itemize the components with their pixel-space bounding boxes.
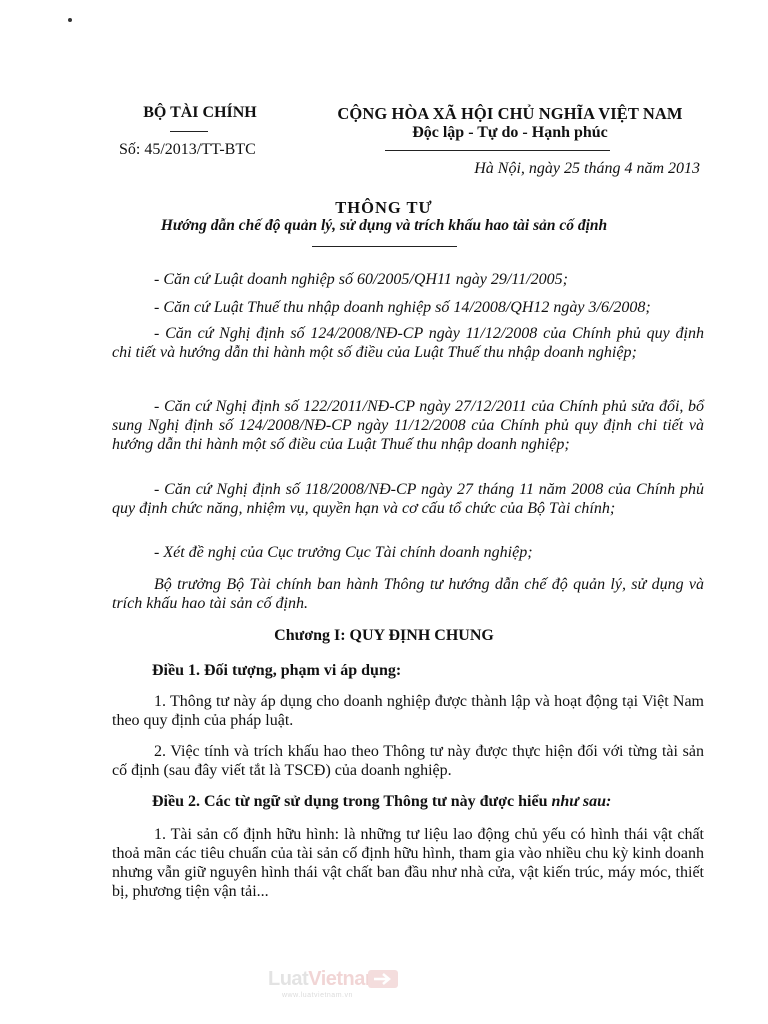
preamble-item: - Xét đề nghị của Cục trưởng Cục Tài chính doanh nghiệp; (154, 544, 533, 561)
document-subject: Hướng dẫn chế độ quản lý, sử dụng và trích khấu hao tài sản cố định (160, 217, 608, 234)
article-1-paragraph: 1. Thông tư này áp dụng cho doanh nghiệp được thành lập và hoạt động tại Việt Nam theo quy định của pháp luật. (112, 693, 704, 729)
watermark-brand-b: Vietnam (308, 968, 383, 990)
document-type: THÔNG TƯ (335, 198, 433, 217)
article-1-title: Điều 1. Đối tượng, phạm vi áp dụng: (152, 662, 402, 679)
watermark-arrow-icon (368, 968, 398, 990)
place-and-date: Hà Nội, ngày 25 tháng 4 năm 2013 (474, 160, 700, 177)
article-2-title (152, 793, 611, 811)
watermark-brand (268, 968, 382, 991)
scan-speck (68, 18, 72, 22)
agency-underline (170, 131, 208, 132)
preamble-item: - Căn cứ Nghị định số 122/2011/NĐ-CP ngày 27/12/2011 của Chính phủ sửa đổi, bổ sung Nghị định số 124/2008/NĐ-CP ngày 11/12/2008 của Chính phủ quy định chi tiết và hướng dẫn thi hành một số điều của Luật Thuế thu nhập doanh nghiệp; (112, 398, 704, 453)
preamble-item: - Căn cứ Nghị định số 124/2008/NĐ-CP ngày 11/12/2008 của Chính phủ quy định chi tiết và hướng dẫn thi hành một số điều của Luật Thuế thu nhập doanh nghiệp; (112, 325, 704, 361)
preamble-item: - Căn cứ Luật doanh nghiệp số 60/2005/QH11 ngày 29/11/2005; (154, 271, 568, 288)
article-2-title-italic: như sau: (551, 793, 612, 810)
enacting-clause: Bộ trưởng Bộ Tài chính ban hành Thông tư hướng dẫn chế độ quản lý, sử dụng và trích khấu hao tài sản cố định. (112, 576, 704, 612)
document-number: Số: 45/2013/TT-BTC (119, 141, 256, 158)
national-motto: Độc lập - Tự do - Hạnh phúc (412, 124, 608, 141)
motto-underline (385, 150, 610, 151)
watermark-url: www.luatvietnam.vn (282, 992, 353, 999)
national-title: CỘNG HÒA XÃ HỘI CHỦ NGHĨA VIỆT NAM (337, 104, 683, 123)
chapter-heading: Chương I: QUY ĐỊNH CHUNG (274, 627, 494, 644)
issuing-agency: BỘ TÀI CHÍNH (143, 104, 257, 121)
preamble-item: - Căn cứ Luật Thuế thu nhập doanh nghiệp số 14/2008/QH12 ngày 3/6/2008; (154, 299, 651, 316)
subject-underline (312, 246, 457, 247)
article-2-title-main: Điều 2. Các từ ngữ sử dụng trong Thông tư này được hiểu (152, 793, 552, 810)
article-2-paragraph: 1. Tài sản cố định hữu hình: là những tư liệu lao động chủ yếu có hình thái vật chất thoả mãn các tiêu chuẩn của tài sản cố định hữu hình, tham gia vào nhiều chu kỳ kinh doanh nhưng vẫn giữ nguyên hình thái vật chất ban đầu như nhà cửa, vật kiến trúc, máy móc, thiết bị, phương tiện vận tải... (112, 826, 704, 900)
watermark-logo (268, 968, 518, 1008)
preamble-item: - Căn cứ Nghị định số 118/2008/NĐ-CP ngày 27 tháng 11 năm 2008 của Chính phủ quy định chức năng, nhiệm vụ, quyền hạn và cơ cấu tổ chức của Bộ Tài chính; (112, 481, 704, 517)
article-1-paragraph: 2. Việc tính và trích khấu hao theo Thông tư này được thực hiện đối với từng tài sản cố định (sau đây viết tắt là TSCĐ) của doanh nghiệp. (112, 743, 704, 779)
watermark-brand-a: Luat (268, 968, 309, 990)
